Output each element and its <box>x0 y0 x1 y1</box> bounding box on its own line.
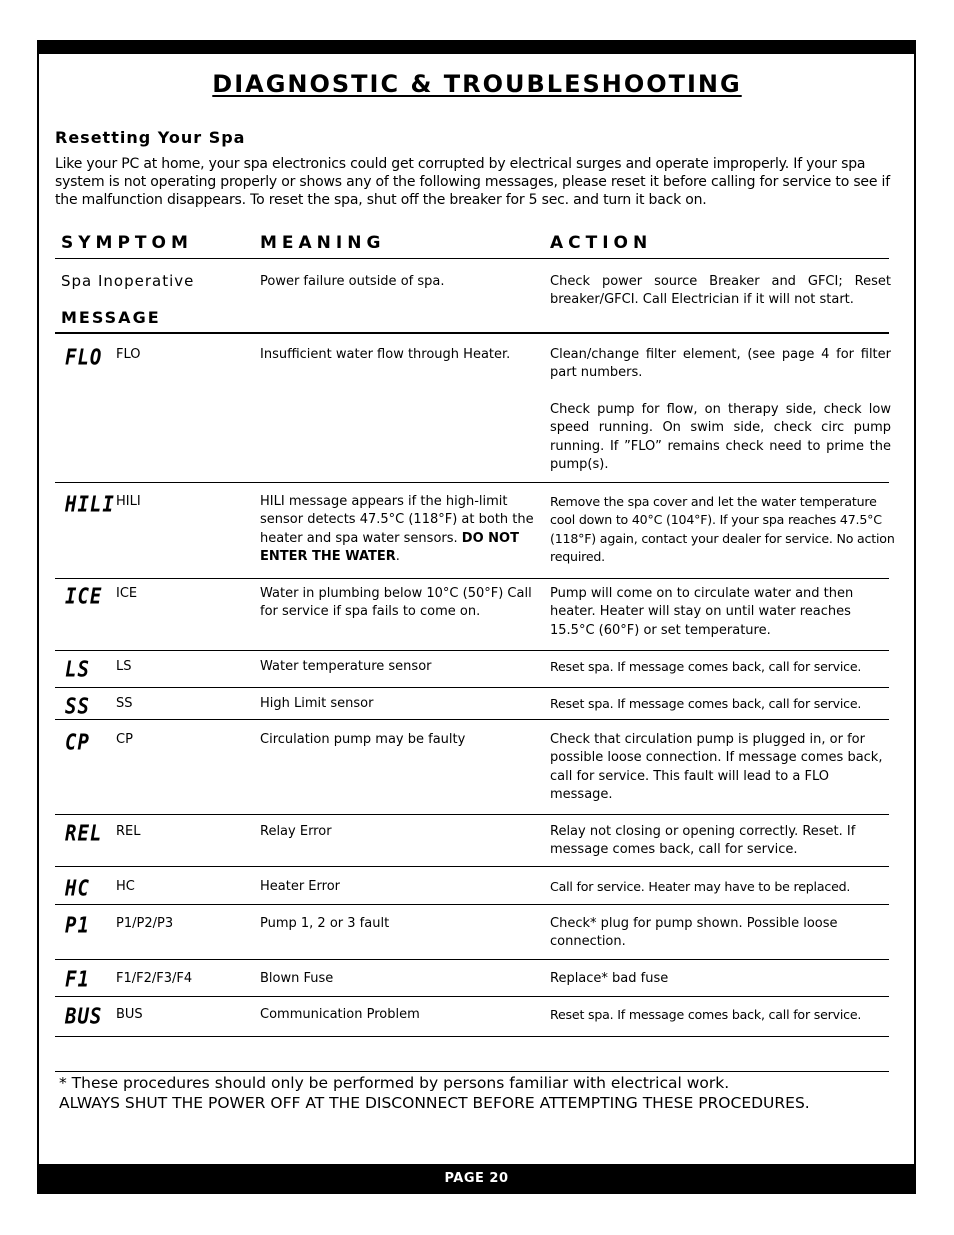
row-divider <box>55 719 889 720</box>
message-action: Remove the spa cover and let the water temperature cool down to 40°C (104°F). If your spa reaches 47.5°C (118°F) again, contact your dealer for service. No action required. <box>550 494 895 564</box>
message-action: Reset spa. If message comes back, call for service. <box>550 1007 862 1022</box>
display-glyph-hili: HILI <box>65 491 115 518</box>
message-code: REL <box>116 824 141 839</box>
footnote-divider <box>55 1071 889 1072</box>
message-code: LS <box>116 659 132 674</box>
message-label: MESSAGE <box>61 308 161 327</box>
footnote <box>59 1073 810 1113</box>
row-divider <box>55 482 889 483</box>
row-divider <box>55 904 889 905</box>
display-glyph-p1: P1 <box>65 912 90 939</box>
message-action: Reset spa. If message comes back, call for service. <box>550 659 862 674</box>
display-glyph-ss: SS <box>65 693 90 720</box>
table-bottom-divider <box>55 1036 889 1037</box>
message-meaning: Circulation pump may be faulty <box>260 732 466 747</box>
page-title: DIAGNOSTIC & TROUBLESHOOTING <box>212 70 742 98</box>
message-code: FLO <box>116 347 141 362</box>
header-divider <box>55 258 889 259</box>
message-divider <box>55 332 889 334</box>
section-title: Resetting Your Spa <box>55 128 246 147</box>
message-meaning: High Limit sensor <box>260 696 374 711</box>
message-meaning: Pump 1, 2 or 3 fault <box>260 916 390 931</box>
message-meaning: Relay Error <box>260 824 332 839</box>
message-code: ICE <box>116 586 138 601</box>
message-meaning: Water in plumbing below 10°C (50°F) Call for service if spa fails to come on. <box>260 586 532 620</box>
message-action: Pump will come on to circulate water and then heater. Heater will stay on until water reaches 15.5°C (60°F) or set temperature. <box>550 586 854 638</box>
message-meaning: HILI message appears if the high-limit sensor detects 47.5°C (118°F) at both the heater and spa water sensors. DO NOT ENTER THE WATER. <box>260 494 534 564</box>
inoperative-meaning: Power failure outside of spa. <box>260 274 445 289</box>
intro-paragraph: Like your PC at home, your spa electronics could get corrupted by electrical surges and operate improperly. If your spa system is not operating properly or shows any of the following messages, please reset it before calling for service to see if the malfunction disappears. To reset the spa, shut off the breaker for 5 sec. and turn it back on. <box>55 156 890 208</box>
message-action: Relay not closing or opening correctly. Reset. If message comes back, call for service. <box>550 824 856 858</box>
row-divider <box>55 578 889 579</box>
message-meaning: Insufficient water flow through Heater. <box>260 347 511 362</box>
header-meaning: MEANING <box>260 233 386 253</box>
inoperative-action: Check power source Breaker and GFCI; Reset breaker/GFCI. Call Electrician if it will not start. <box>550 274 891 308</box>
row-divider <box>55 959 889 960</box>
header-symptom: SYMPTOM <box>61 233 193 253</box>
display-glyph-f1: F1 <box>65 966 90 993</box>
message-code: SS <box>116 696 133 711</box>
page-number: PAGE 20 <box>37 1164 916 1194</box>
message-action: Check that circulation pump is plugged in, or for possible loose connection. If message comes back, call for service. This fault will lead to a FLO message. <box>550 732 883 802</box>
message-code: P1/P2/P3 <box>116 916 174 931</box>
message-meaning: Communication Problem <box>260 1007 420 1022</box>
footnote-line-1: * These procedures should only be performed by persons familiar with electrical work. <box>59 1074 730 1092</box>
header-action: ACTION <box>550 233 653 253</box>
row-divider <box>55 814 889 815</box>
message-action: Reset spa. If message comes back, call for service. <box>550 696 862 711</box>
row-divider <box>55 866 889 867</box>
row-divider <box>55 687 889 688</box>
message-meaning: Water temperature sensor <box>260 659 432 674</box>
message-action-secondary: Check pump for flow, on therapy side, check low speed running. On swim side, check circ pump running. If ”FLO” remains check need to prime the pump(s). <box>550 402 891 472</box>
message-code: HILI <box>116 494 141 509</box>
message-action: Clean/change filter element, (see page 4 for filter part numbers. <box>550 347 891 381</box>
message-code: BUS <box>116 1007 143 1022</box>
message-meaning: Blown Fuse <box>260 971 334 986</box>
display-glyph-flo: FLO <box>65 344 103 371</box>
footnote-line-2: ALWAYS SHUT THE POWER OFF AT THE DISCONNECT BEFORE ATTEMPTING THESE PROCEDURES. <box>59 1094 810 1112</box>
display-glyph-ice: ICE <box>65 583 103 610</box>
message-code: HC <box>116 879 135 894</box>
row-divider <box>55 996 889 997</box>
display-glyph-ls: LS <box>65 656 90 683</box>
message-action: Replace* bad fuse <box>550 971 669 986</box>
display-glyph-hc: HC <box>65 875 90 902</box>
message-action: Check* plug for pump shown. Possible loose connection. <box>550 916 838 950</box>
message-action: Call for service. Heater may have to be replaced. <box>550 879 851 894</box>
display-glyph-rel: REL <box>65 820 103 847</box>
row-divider <box>55 650 889 651</box>
inoperative-symptom: Spa Inoperative <box>61 272 195 290</box>
display-glyph-bus: BUS <box>65 1003 103 1030</box>
warning-text: DO NOT ENTER THE WATER <box>260 530 519 564</box>
message-meaning: Heater Error <box>260 879 340 894</box>
message-code: F1/F2/F3/F4 <box>116 971 193 986</box>
display-glyph-cp: CP <box>65 729 90 756</box>
message-code: CP <box>116 732 133 747</box>
